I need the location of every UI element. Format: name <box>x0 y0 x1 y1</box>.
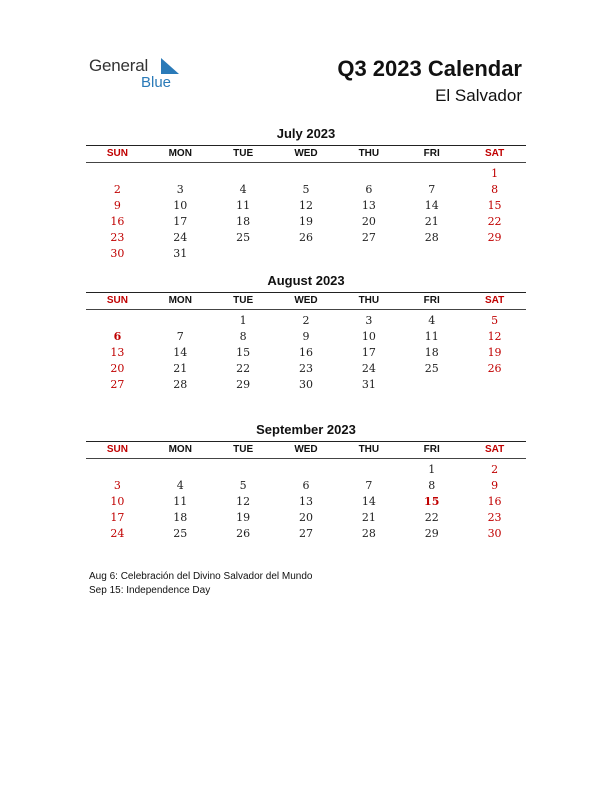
day-cell: 31 <box>361 378 376 391</box>
brand-logo <box>89 54 199 94</box>
empty-cell <box>149 462 212 478</box>
day-cell: 15 <box>236 346 251 359</box>
weekday-label: SUN <box>106 295 128 306</box>
weekday-label: TUE <box>233 444 254 455</box>
day-cell: 12 <box>298 199 313 212</box>
month-july <box>86 126 526 262</box>
day-cell: 13 <box>110 346 125 359</box>
day-cell: 14 <box>361 495 376 508</box>
day-cell: 23 <box>110 231 125 244</box>
weekday-label: THU <box>358 295 380 306</box>
empty-cell <box>86 462 149 478</box>
weekday-label: SAT <box>484 295 505 306</box>
day-cell: 20 <box>110 362 125 375</box>
day-cell: 29 <box>424 527 439 540</box>
day-cell: 22 <box>236 362 251 375</box>
weekday-label: THU <box>358 148 380 159</box>
logo-text-general: General <box>89 56 149 75</box>
weekday-label: WED <box>294 148 318 159</box>
day-cell: 1 <box>491 167 499 180</box>
weekday-label: WED <box>294 295 318 306</box>
day-cell: 22 <box>424 511 439 524</box>
day-cell: 17 <box>173 215 188 228</box>
holiday-note: Sep 15: Independence Day <box>89 585 211 596</box>
weekday-label: SUN <box>106 444 128 455</box>
logo-flag-icon <box>161 58 179 74</box>
empty-cell <box>400 166 463 182</box>
weekday-label: SAT <box>484 444 505 455</box>
day-cell: 17 <box>110 511 125 524</box>
day-cell: 7 <box>176 330 184 343</box>
holiday-note: Aug 6: Celebración del Divino Salvador del Mundo <box>89 571 313 582</box>
day-cell: 31 <box>173 247 188 260</box>
weekday-label: TUE <box>233 295 254 306</box>
day-cell: 16 <box>110 215 125 228</box>
day-cell: 27 <box>110 378 125 391</box>
day-cell: 18 <box>424 346 439 359</box>
weekday-label: THU <box>358 444 380 455</box>
weekday-label: TUE <box>233 148 254 159</box>
day-cell: 8 <box>491 183 499 196</box>
empty-cell <box>86 313 149 329</box>
day-cell: 27 <box>298 527 313 540</box>
day-grid <box>86 313 526 393</box>
day-cell: 23 <box>487 511 502 524</box>
day-cell: 27 <box>361 231 376 244</box>
day-cell: 28 <box>173 378 188 391</box>
day-cell: 5 <box>239 479 247 492</box>
day-cell: 12 <box>487 330 502 343</box>
day-cell: 29 <box>236 378 251 391</box>
day-cell: 2 <box>302 314 310 327</box>
day-cell: 6 <box>113 330 122 343</box>
day-cell: 13 <box>361 199 376 212</box>
empty-cell <box>337 166 400 182</box>
day-cell: 19 <box>487 346 502 359</box>
day-cell: 10 <box>361 330 376 343</box>
day-cell: 24 <box>361 362 376 375</box>
weekday-label: MON <box>168 148 192 159</box>
day-cell: 5 <box>302 183 310 196</box>
day-cell: 4 <box>239 183 247 196</box>
day-cell: 21 <box>424 215 439 228</box>
day-cell: 21 <box>361 511 376 524</box>
day-cell: 4 <box>428 314 436 327</box>
page-subtitle: El Salvador <box>435 86 522 105</box>
empty-cell <box>275 166 338 182</box>
empty-cell <box>275 462 338 478</box>
day-cell: 23 <box>298 362 313 375</box>
day-cell: 19 <box>236 511 251 524</box>
day-cell: 15 <box>424 495 440 508</box>
empty-cell <box>212 166 275 182</box>
weekday-label: MON <box>168 295 192 306</box>
logo-text-blue: Blue <box>141 74 172 91</box>
day-cell: 9 <box>302 330 310 343</box>
day-cell: 14 <box>173 346 188 359</box>
day-cell: 14 <box>424 199 439 212</box>
day-cell: 30 <box>487 527 502 540</box>
day-cell: 9 <box>491 479 499 492</box>
day-cell: 13 <box>298 495 313 508</box>
day-cell: 7 <box>428 183 436 196</box>
weekday-header <box>86 293 526 310</box>
weekday-label: FRI <box>423 444 440 455</box>
day-cell: 20 <box>298 511 313 524</box>
day-cell: 3 <box>113 479 121 492</box>
day-cell: 25 <box>173 527 188 540</box>
empty-cell <box>149 313 212 329</box>
day-cell: 18 <box>173 511 188 524</box>
month-september <box>86 422 526 542</box>
day-cell: 19 <box>298 215 313 228</box>
day-cell: 24 <box>173 231 188 244</box>
day-cell: 21 <box>173 362 188 375</box>
empty-cell <box>337 462 400 478</box>
day-cell: 4 <box>176 479 184 492</box>
day-cell: 25 <box>424 362 439 375</box>
day-cell: 25 <box>236 231 251 244</box>
month-title: August 2023 <box>267 273 345 288</box>
weekday-label: FRI <box>423 148 440 159</box>
day-cell: 16 <box>298 346 313 359</box>
day-cell: 30 <box>110 247 125 260</box>
empty-cell <box>212 462 275 478</box>
day-grid <box>86 166 526 262</box>
weekday-label: SAT <box>484 148 505 159</box>
day-cell: 17 <box>361 346 376 359</box>
day-cell: 9 <box>113 199 121 212</box>
day-cell: 5 <box>491 314 499 327</box>
weekday-label: MON <box>168 444 192 455</box>
month-title: September 2023 <box>256 422 356 437</box>
weekday-label: FRI <box>423 295 440 306</box>
empty-cell <box>149 166 212 182</box>
day-cell: 6 <box>302 479 310 492</box>
day-cell: 28 <box>424 231 439 244</box>
day-cell: 10 <box>173 199 188 212</box>
day-cell: 15 <box>487 199 502 212</box>
day-cell: 6 <box>365 183 373 196</box>
day-cell: 8 <box>428 479 436 492</box>
day-cell: 7 <box>365 479 373 492</box>
day-cell: 2 <box>491 463 499 476</box>
day-cell: 22 <box>487 215 502 228</box>
day-cell: 3 <box>365 314 373 327</box>
day-cell: 28 <box>361 527 376 540</box>
month-title: July 2023 <box>276 126 336 141</box>
day-cell: 8 <box>239 330 247 343</box>
day-cell: 18 <box>236 215 251 228</box>
day-cell: 12 <box>236 495 251 508</box>
page-title: Q3 2023 Calendar <box>337 56 522 81</box>
day-grid <box>86 462 526 542</box>
weekday-label: SUN <box>106 148 128 159</box>
day-cell: 26 <box>487 362 502 375</box>
day-cell: 11 <box>173 495 188 508</box>
weekday-header <box>86 442 526 459</box>
day-cell: 29 <box>487 231 502 244</box>
holiday-notes <box>89 570 312 598</box>
day-cell: 26 <box>298 231 313 244</box>
day-cell: 30 <box>298 378 313 391</box>
day-cell: 26 <box>236 527 251 540</box>
day-cell: 11 <box>236 199 251 212</box>
empty-cell <box>86 166 149 182</box>
day-cell: 20 <box>361 215 376 228</box>
day-cell: 10 <box>110 495 125 508</box>
weekday-label: WED <box>294 444 318 455</box>
month-august <box>86 273 526 393</box>
day-cell: 1 <box>239 314 247 327</box>
day-cell: 2 <box>113 183 121 196</box>
day-cell: 16 <box>487 495 502 508</box>
day-cell: 3 <box>176 183 184 196</box>
day-cell: 11 <box>424 330 439 343</box>
day-cell: 24 <box>110 527 125 540</box>
day-cell: 1 <box>428 463 436 476</box>
weekday-header <box>86 146 526 163</box>
